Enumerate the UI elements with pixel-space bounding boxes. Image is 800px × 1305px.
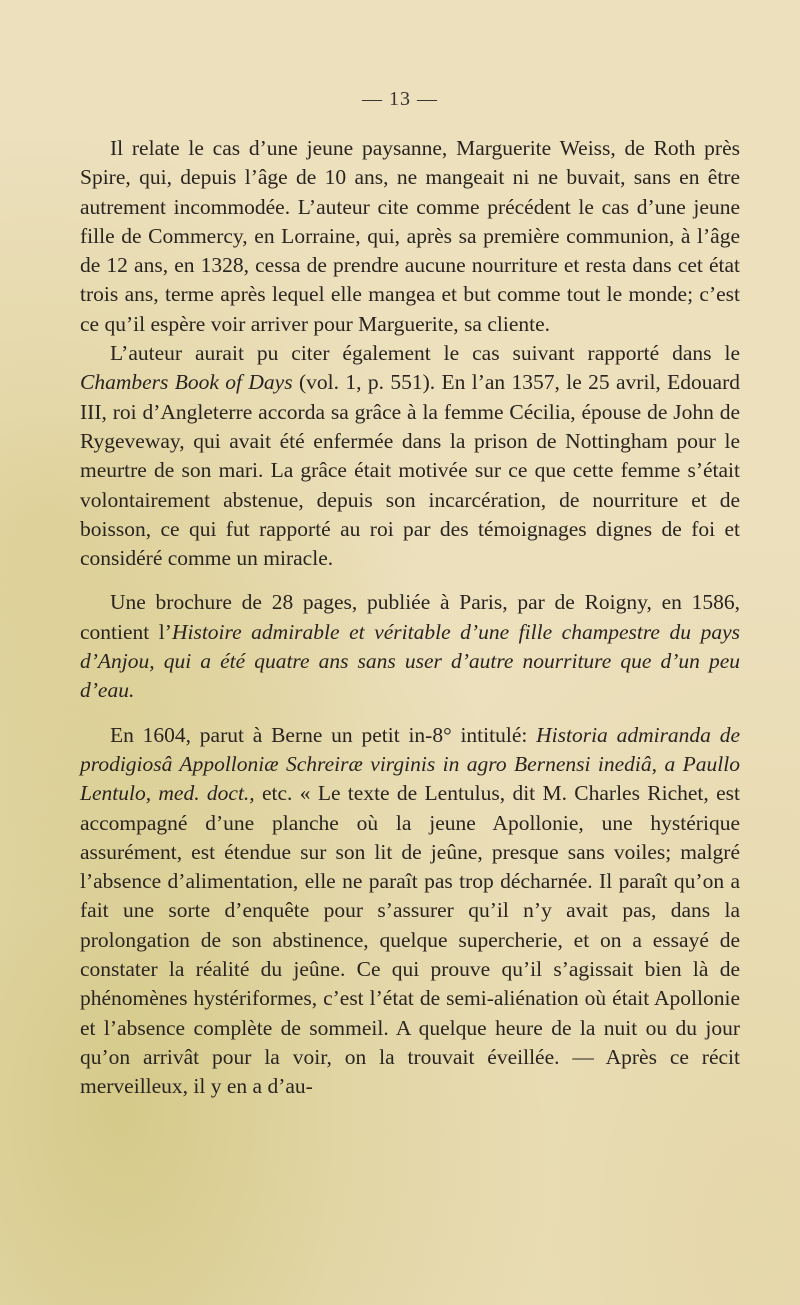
paragraph-2-text-b: (vol. 1, p. 551). En l’an 1357, le 25 avril, Edouard III, roi d’Angleterre accorda sa grâce à la femme Cécilia, épouse de John de Rygeveway, qui avait été enfermée dans la prison de Nottingham pour le meurtre de son mari. La grâce était motivée sur ce que cette femme s’était volontairement abstenue, depuis son incarcération, de nourriture et de boisson, ce qui fut rapporté au roi par des témoignages dignes de foi et considéré comme un miracle.	[80, 370, 740, 571]
paragraph-3-text-a: Une brochure de 28 pages, publiée à Paris, par de Roigny, en 1586, contient l’	[80, 590, 740, 644]
page-number: — 13 —	[362, 88, 438, 110]
book-title-historia: Historia admiranda de prodigiosâ Appolloniæ Schreiræ virginis in agro Bernensi inediâ, a Paullo Lentulo, med. doct.,	[80, 722, 740, 806]
paragraph-4-text-b: etc. « Le texte de Lentulus, dit M. Charles Richet, est accompagné d’une planche où la jeune Apollonie, une hystérique assurément, est étendue sur son lit de jeûne, presque sans voiles; malgré l’absence d’alimentation, elle ne paraît pas trop décharnée. Il paraît qu’on a fait une sorte d’enquête pour s’assurer qu’il n’y avait pas, dans la prolongation de son abstinence, quelque supercherie, et on a essayé de constater la réalité du jeûne. Ce qui prouve qu’il s’agissait bien là de phénomènes hystériformes, c’est l’état de semi-aliénation où était Apollonie et l’absence complète de sommeil. A quelque heure de la nuit ou du jour qu’on arrivât pour la voir, on la trouvait éveillée. — Après ce récit merveilleux, il y en a d’au-	[80, 781, 740, 1099]
paragraph-1: Il relate le cas d’une jeune paysanne, Marguerite Weiss, de Roth près Spire, qui, depuis l’âge de 10 ans, ne mangeait ni ne buvait, sans en être autrement incommodée. L’auteur cite comme précédent le cas d’une jeune fille de Commercy, en Lorraine, qui, après sa première communion, à l’âge de 12 ans, en 1328, cessa de prendre aucune nourriture et resta dans cet état trois ans, terme après lequel elle mangea et but comme tout le monde; c’est ce qu’il espère voir arriver pour Marguerite, sa cliente.	[80, 136, 740, 336]
paragraph-4-text-a: En 1604, parut à Berne un petit in-8° intitulé:	[110, 722, 537, 747]
paragraph-4	[80, 721, 740, 1102]
paragraph-3	[80, 588, 740, 705]
book-title-chambers: Chambers Book of Days	[80, 370, 293, 395]
body-text	[80, 134, 740, 1102]
paragraph-2	[80, 339, 740, 573]
paragraph-2-text-a: L’auteur aurait pu citer également le cas suivant rapporté dans le	[110, 341, 740, 366]
book-title-histoire: Histoire admirable et véritable d’une fille champestre du pays d’Anjou, qui a été quatre ans sans user d’autre nourriture que d’un peu d’eau.	[80, 619, 741, 703]
